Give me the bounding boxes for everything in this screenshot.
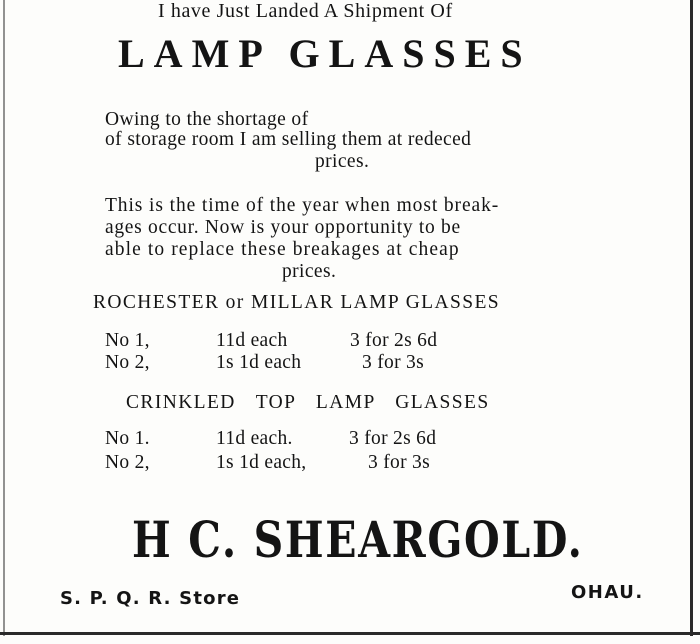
paragraph2-line1: This is the time of the year when most break-	[105, 195, 500, 216]
town-name: OHAU.	[571, 582, 644, 603]
paragraph1-line2: of storage room I am selling them at redeced	[105, 129, 472, 150]
left-border-rule	[3, 0, 5, 636]
price-row-three: 3 for 3s	[368, 452, 430, 473]
store-name: S. P. Q. R. Store	[60, 588, 241, 609]
right-border-rule	[690, 0, 693, 636]
bottom-border-rule	[0, 632, 700, 635]
price-row-number: No 1.	[105, 428, 150, 449]
paragraph2-line2: ages occur. Now is your opportunity to be	[105, 217, 461, 238]
merchant-name: H C. SHEARGOLD.	[132, 510, 584, 569]
price-row-number: No 2,	[105, 352, 150, 373]
price-row-three: 3 for 2s 6d	[350, 330, 438, 351]
paragraph2-line4: prices.	[282, 261, 337, 282]
intro-line: I have Just Landed A Shipment Of	[158, 0, 453, 22]
section-title-rochester: ROCHESTER or MILLAR LAMP GLASSES	[93, 292, 501, 313]
price-row-number: No 2,	[105, 452, 150, 473]
headline: LAMP GLASSES	[118, 31, 532, 76]
price-row-number: No 1,	[105, 330, 150, 351]
section-title-crinkled: CRINKLED TOP LAMP GLASSES	[126, 392, 490, 413]
paragraph2-line3: able to replace these breakages at cheap	[105, 239, 460, 260]
price-row-each: 11d each.	[216, 428, 293, 449]
paragraph1-line3: prices.	[315, 151, 370, 172]
price-row-three: 3 for 3s	[362, 352, 424, 373]
price-row-each: 1s 1d each,	[216, 452, 307, 473]
paragraph1-line1: Owing to the shortage of	[105, 109, 309, 130]
price-row-each: 11d each	[216, 330, 288, 351]
price-row-each: 1s 1d each	[216, 352, 302, 373]
price-row-three: 3 for 2s 6d	[349, 428, 437, 449]
